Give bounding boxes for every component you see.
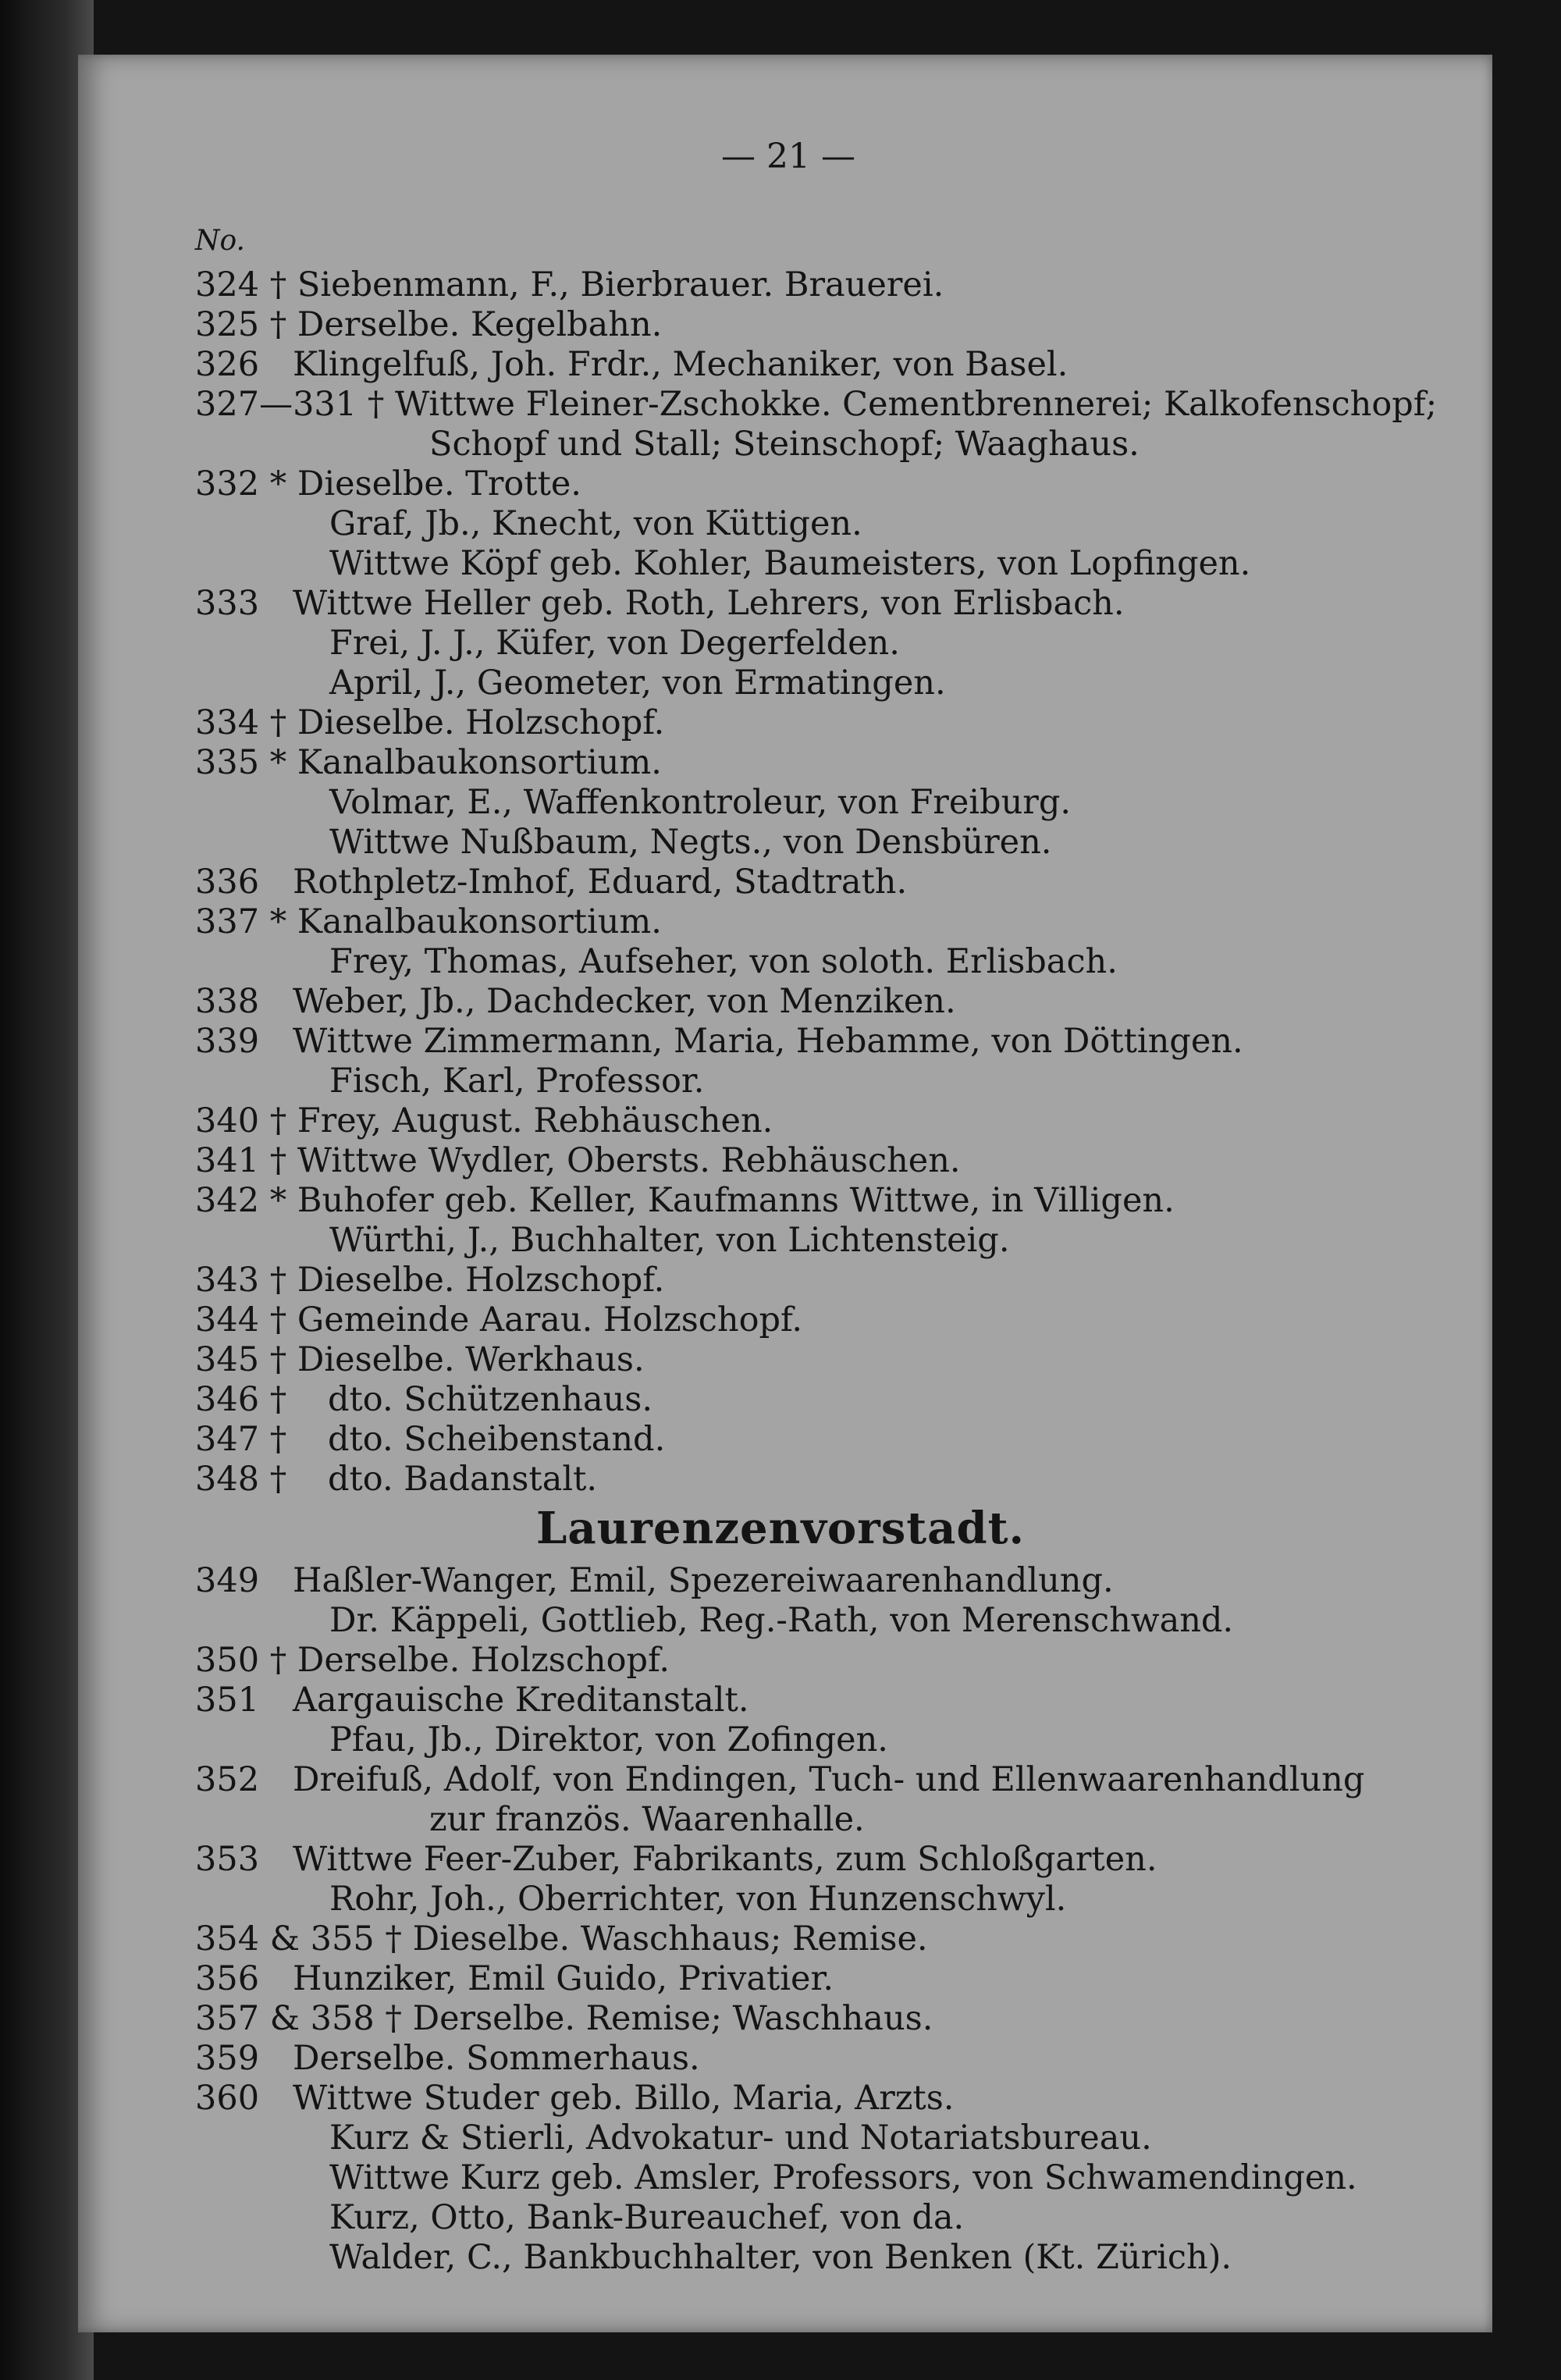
entry-number: 337 * Kanalbaukonsortium. bbox=[195, 902, 662, 941]
entry-text: Hunziker, Emil Guido, Privatier. bbox=[293, 1959, 834, 1998]
page-number: — 21 — bbox=[721, 137, 855, 176]
entry-text: Weber, Jb., Dachdecker, von Menziken. bbox=[293, 982, 956, 1021]
entry-number: 350 † Derselbe. Holzschopf. bbox=[195, 1641, 670, 1680]
entry-number: 352 bbox=[195, 1760, 260, 1799]
entry-number: 334 † Dieselbe. Holzschopf. bbox=[195, 703, 665, 742]
entry-number: 325 † Derselbe. Kegelbahn. bbox=[195, 305, 663, 344]
entry-number: 345 † Dieselbe. Werkhaus. bbox=[195, 1340, 645, 1379]
entry-text: Pfau, Jb., Direktor, von Zofingen. bbox=[329, 1720, 888, 1759]
entry-text: Wittwe Köpf geb. Kohler, Baumeisters, von Lopfingen. bbox=[329, 544, 1251, 583]
entry-text: dto. Badanstalt. bbox=[328, 1460, 598, 1499]
entry-text: Wittwe Zimmermann, Maria, Hebamme, von Döttingen. bbox=[293, 1022, 1243, 1061]
entry-number: 348 † bbox=[195, 1460, 287, 1499]
entry-number: 346 † bbox=[195, 1380, 287, 1419]
entry-number: 359 bbox=[195, 2039, 260, 2078]
entry-text: dto. Schützenhaus. bbox=[328, 1380, 653, 1419]
entry-text: Frey, Thomas, Aufseher, von soloth. Erlisbach. bbox=[329, 942, 1118, 981]
entry-text: Klingelfuß, Joh. Frdr., Mechaniker, von Basel. bbox=[293, 345, 1069, 384]
entry-number: 353 bbox=[195, 1840, 260, 1879]
entry-text: Graf, Jb., Knecht, von Küttigen. bbox=[329, 504, 862, 543]
entry-number: 344 † Gemeinde Aarau. Holzschopf. bbox=[195, 1300, 803, 1339]
entry-text: Wittwe Heller geb. Roth, Lehrers, von Erlisbach. bbox=[293, 584, 1125, 623]
entry-text: Rothpletz-Imhof, Eduard, Stadtrath. bbox=[293, 863, 908, 902]
entry-text: April, J., Geometer, von Ermatingen. bbox=[329, 663, 946, 703]
column-header-number: No. bbox=[195, 225, 245, 257]
entry-number: 336 bbox=[195, 863, 260, 902]
entry-text: Volmar, E., Waffenkontroleur, von Freiburg. bbox=[329, 783, 1072, 822]
entry-number: 338 bbox=[195, 982, 260, 1021]
entry-number: 349 bbox=[195, 1561, 260, 1600]
entry-number: 340 † Frey, August. Rebhäuschen. bbox=[195, 1101, 773, 1140]
entry-text: Wittwe Kurz geb. Amsler, Professors, von Schwamendingen. bbox=[329, 2158, 1357, 2197]
entry-text: Walder, C., Bankbuchhalter, von Benken (Kt. Zürich). bbox=[329, 2238, 1232, 2277]
entry-number: 351 bbox=[195, 1681, 260, 1720]
entry-text: dto. Scheibenstand. bbox=[328, 1420, 666, 1459]
entry-text: Dreifuß, Adolf, von Endingen, Tuch- und Ellenwaarenhandlung bbox=[293, 1760, 1365, 1799]
entry-number: 356 bbox=[195, 1959, 260, 1998]
entry-number: 354 & 355 † Dieselbe. Waschhaus; Remise. bbox=[195, 1919, 928, 1958]
entry-number: 341 † Wittwe Wydler, Obersts. Rebhäuschen. bbox=[195, 1141, 961, 1180]
entry-text: Wittwe Nußbaum, Negts., von Densbüren. bbox=[329, 823, 1052, 862]
entry-text: Frei, J. J., Küfer, von Degerfelden. bbox=[329, 624, 900, 663]
entry-number: 324 † Siebenmann, F., Bierbrauer. Brauerei. bbox=[195, 265, 944, 304]
entry-number: 333 bbox=[195, 584, 260, 623]
entry-text: Fisch, Karl, Professor. bbox=[329, 1062, 705, 1101]
entry-number: 327—331 † Wittwe Fleiner-Zschokke. Cementbrennerei; Kalkofenschopf; bbox=[195, 385, 1438, 424]
entry-number: 343 † Dieselbe. Holzschopf. bbox=[195, 1261, 665, 1300]
entry-number: 332 * Dieselbe. Trotte. bbox=[195, 464, 581, 503]
entry-text: Dr. Käppeli, Gottlieb, Reg.-Rath, von Merenschwand. bbox=[329, 1601, 1234, 1640]
entry-text: Wittwe Studer geb. Billo, Maria, Arzts. bbox=[293, 2079, 955, 2118]
entry-text: Aargauische Kreditanstalt. bbox=[293, 1681, 749, 1720]
entry-text: Rohr, Joh., Oberrichter, von Hunzenschwyl. bbox=[329, 1880, 1067, 1919]
entry-text: Kurz, Otto, Bank-Bureauchef, von da. bbox=[329, 2198, 965, 2237]
section-heading: Laurenzenvorstadt. bbox=[536, 1503, 1025, 1554]
entry-number: 360 bbox=[195, 2079, 260, 2118]
entry-number: 335 * Kanalbaukonsortium. bbox=[195, 743, 662, 782]
entry-text: Kurz & Stierli, Advokatur- und Notariatsbureau. bbox=[329, 2119, 1152, 2158]
entry-number: 339 bbox=[195, 1022, 260, 1061]
entry-text: zur französ. Waarenhalle. bbox=[429, 1800, 865, 1839]
entry-text: Wittwe Feer-Zuber, Fabrikants, zum Schloßgarten. bbox=[293, 1840, 1157, 1879]
entry-number: 326 bbox=[195, 345, 260, 384]
entry-number: 342 * Buhofer geb. Keller, Kaufmanns Wittwe, in Villigen. bbox=[195, 1181, 1175, 1220]
entry-text: Derselbe. Sommerhaus. bbox=[293, 2039, 700, 2078]
entry-text: Würthi, J., Buchhalter, von Lichtensteig. bbox=[329, 1221, 1010, 1260]
entry-text: Schopf und Stall; Steinschopf; Waaghaus. bbox=[429, 425, 1140, 464]
entry-number: 357 & 358 † Derselbe. Remise; Waschhaus. bbox=[195, 1999, 933, 2038]
entry-text: Haßler-Wanger, Emil, Spezereiwaarenhandlung. bbox=[293, 1561, 1114, 1600]
entry-number: 347 † bbox=[195, 1420, 287, 1459]
